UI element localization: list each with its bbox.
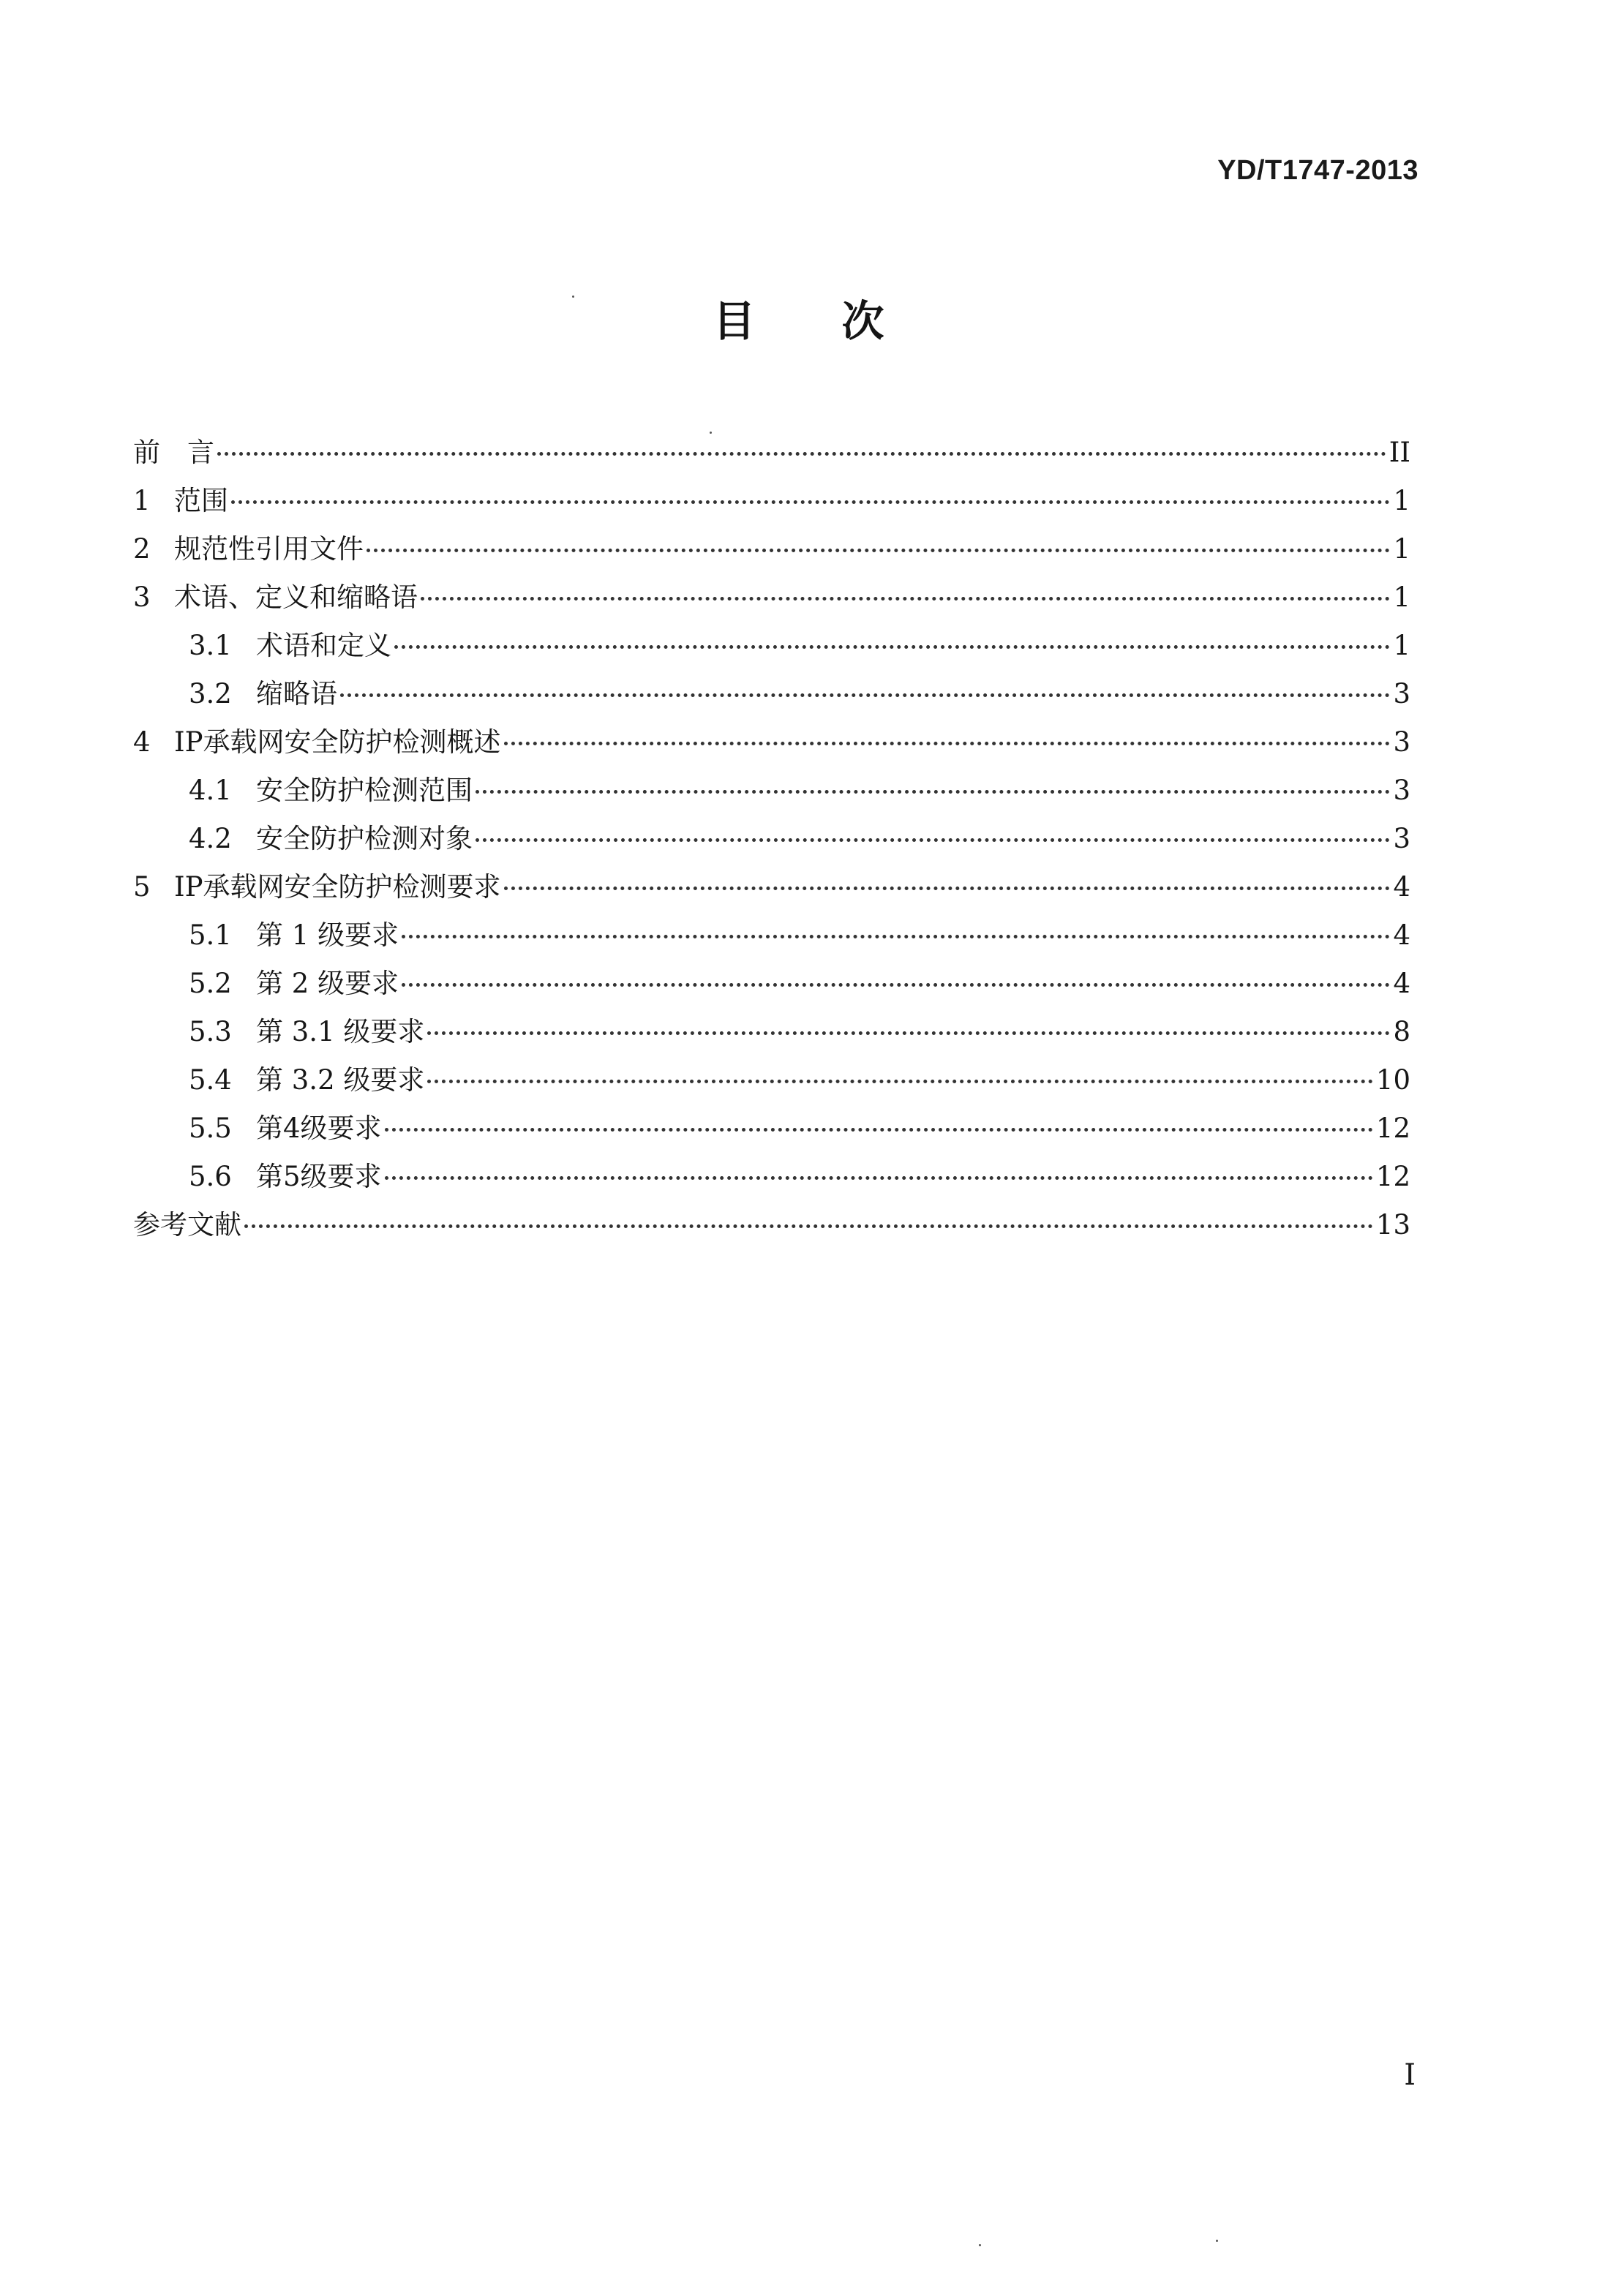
toc-entry-label: IP承载网安全防护检测概述 — [174, 726, 501, 758]
toc-dot-leader — [385, 1128, 1373, 1132]
toc-entry[interactable] — [133, 768, 1410, 816]
toc-entry-number: 5.6 — [189, 1161, 232, 1192]
toc-dot-leader — [427, 1080, 1373, 1083]
toc-title: 目次 — [713, 296, 971, 346]
toc-entry-page: 13 — [1375, 1209, 1410, 1241]
toc-dot-leader — [402, 935, 1390, 938]
toc-entry-label: 安全防护检测对象 — [256, 823, 473, 854]
toc-dot-leader — [476, 838, 1390, 842]
scan-speck — [710, 432, 712, 434]
toc-entry-label: 第 3.2 级要求 — [256, 1064, 425, 1096]
toc-entry-label: 第4级要求 — [256, 1113, 382, 1144]
toc-entry-label: 参考文献 — [133, 1209, 241, 1241]
toc-entry-page: 3 — [1393, 775, 1410, 806]
toc-entry-number: 5 — [133, 871, 151, 903]
toc-entry-label: 前 言 — [133, 437, 214, 468]
toc-entry-number: 2 — [133, 533, 151, 565]
toc-entry-page: 1 — [1393, 533, 1410, 565]
toc-entry-page: 4 — [1393, 871, 1410, 903]
scan-speck — [979, 2244, 981, 2246]
toc-entry-number: 4 — [133, 726, 151, 758]
toc-dot-leader — [367, 549, 1390, 552]
toc-entry-label: IP承载网安全防护检测要求 — [174, 871, 501, 903]
toc-entry[interactable] — [133, 913, 1410, 961]
toc-entry-page: 1 — [1393, 485, 1410, 516]
toc-dot-leader — [385, 1176, 1373, 1180]
toc-entry-label: 术语、定义和缩略语 — [174, 581, 418, 613]
toc-entry-page: 12 — [1375, 1161, 1410, 1192]
toc-entry-page: 1 — [1393, 581, 1410, 613]
toc-entry[interactable] — [133, 961, 1410, 1009]
toc-dot-leader — [402, 983, 1390, 987]
table-of-contents — [133, 430, 1410, 1251]
toc-entry-label: 第 3.1 级要求 — [256, 1016, 425, 1047]
toc-dot-leader — [476, 790, 1390, 794]
toc-dot-leader — [340, 693, 1390, 697]
toc-entry[interactable] — [133, 623, 1410, 671]
toc-entry[interactable] — [133, 720, 1410, 768]
toc-entry-label: 缩略语 — [256, 678, 337, 709]
toc-entry-label: 规范性引用文件 — [174, 533, 364, 565]
toc-entry-label: 第 2 级要求 — [256, 968, 399, 999]
toc-entry[interactable] — [133, 1202, 1410, 1251]
toc-entry-page: 12 — [1375, 1113, 1410, 1144]
toc-entry-page: 3 — [1393, 726, 1410, 758]
toc-dot-leader — [244, 1224, 1373, 1228]
toc-entry-number: 5.5 — [189, 1113, 232, 1144]
toc-dot-leader — [427, 1031, 1390, 1035]
toc-entry[interactable] — [133, 478, 1410, 527]
toc-entry-number: 4.2 — [189, 823, 232, 854]
toc-entry-number: 5.1 — [189, 919, 232, 951]
toc-entry[interactable] — [133, 430, 1410, 478]
toc-entry[interactable] — [133, 1009, 1410, 1058]
toc-dot-leader — [504, 887, 1391, 890]
toc-entry[interactable] — [133, 865, 1410, 913]
toc-entry[interactable] — [133, 527, 1410, 575]
toc-entry-label: 第5级要求 — [256, 1161, 382, 1192]
scan-speck — [1216, 2240, 1218, 2242]
toc-entry-number: 3.1 — [189, 630, 232, 661]
toc-entry[interactable] — [133, 1154, 1410, 1202]
toc-dot-leader — [217, 452, 1386, 456]
toc-entry-label: 范围 — [174, 485, 228, 516]
toc-entry-number: 5.4 — [189, 1064, 232, 1096]
toc-dot-leader — [421, 597, 1390, 601]
toc-dot-leader — [231, 500, 1390, 504]
toc-entry-page: 3 — [1393, 678, 1410, 709]
document-code: YD/T1747-2013 — [1217, 155, 1418, 186]
toc-entry-number: 5.2 — [189, 968, 232, 999]
page-number: I — [1404, 2058, 1416, 2092]
toc-entry-number: 1 — [133, 485, 151, 516]
toc-entry[interactable] — [133, 816, 1410, 865]
toc-entry-number: 5.3 — [189, 1016, 232, 1047]
toc-entry-page: 1 — [1393, 630, 1410, 661]
toc-entry-page: 4 — [1393, 919, 1410, 951]
toc-entry[interactable] — [133, 1058, 1410, 1106]
toc-entry-label: 安全防护检测范围 — [256, 775, 473, 806]
toc-entry-number: 3.2 — [189, 678, 232, 709]
toc-entry-label: 术语和定义 — [256, 630, 391, 661]
toc-entry[interactable] — [133, 671, 1410, 720]
toc-entry-number: 4.1 — [189, 775, 232, 806]
toc-entry-page: 3 — [1393, 823, 1410, 854]
toc-entry[interactable] — [133, 1106, 1410, 1154]
toc-entry-page: II — [1389, 437, 1410, 468]
toc-entry-page: 4 — [1393, 968, 1410, 999]
toc-dot-leader — [504, 742, 1391, 745]
toc-entry-page: 10 — [1375, 1064, 1410, 1096]
toc-entry[interactable] — [133, 575, 1410, 623]
scan-speck — [572, 296, 574, 298]
toc-entry-page: 8 — [1393, 1016, 1410, 1047]
toc-entry-label: 第 1 级要求 — [256, 919, 399, 951]
toc-entry-number: 3 — [133, 581, 151, 613]
toc-dot-leader — [394, 645, 1390, 649]
